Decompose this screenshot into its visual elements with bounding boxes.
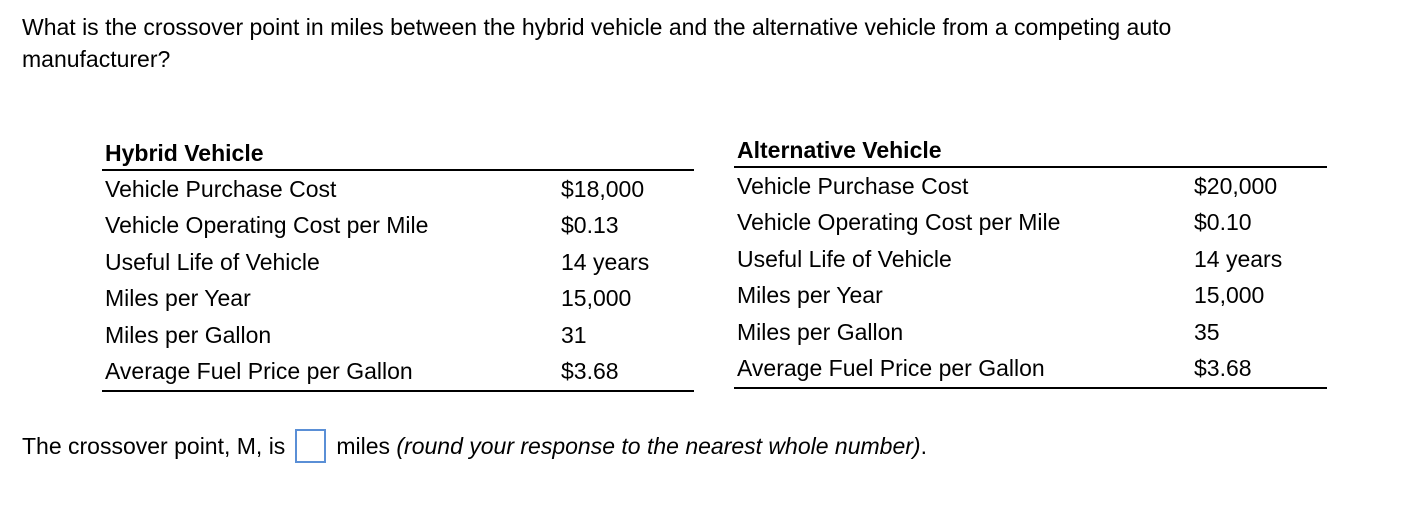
row-label: Useful Life of Vehicle — [105, 248, 320, 275]
row-value: 15,000 — [1194, 282, 1265, 309]
row-value: $20,000 — [1194, 172, 1278, 199]
row-label: Average Fuel Price per Gallon — [102, 354, 558, 392]
table-row — [734, 314, 1327, 351]
row-label: Useful Life of Vehicle — [737, 245, 952, 272]
row-value: $0.10 — [1194, 209, 1252, 236]
answer-instruction: (round your response to the nearest whole number) — [396, 433, 921, 459]
hybrid-vehicle-table — [102, 137, 694, 392]
answer-suffix: . — [920, 433, 927, 459]
table-row — [102, 208, 694, 245]
table-row — [734, 167, 1327, 205]
row-label: Miles per Year — [737, 282, 883, 309]
answer-line — [22, 428, 927, 464]
row-label: Vehicle Operating Cost per Mile — [105, 212, 429, 239]
row-label: Miles per Year — [105, 285, 251, 312]
row-value: $18,000 — [561, 175, 645, 202]
alternative-table-title: Alternative Vehicle — [734, 134, 1327, 167]
row-value: 15,000 — [561, 285, 632, 312]
row-label: Miles per Gallon — [737, 318, 904, 345]
row-label: Miles per Gallon — [105, 321, 272, 348]
row-label: Average Fuel Price per Gallon — [734, 351, 1191, 389]
table-row — [102, 170, 694, 208]
table-row — [102, 354, 694, 392]
row-label: Vehicle Purchase Cost — [105, 175, 337, 202]
table-row — [734, 241, 1327, 278]
table-row — [102, 244, 694, 281]
table-row — [734, 205, 1327, 242]
row-value: $3.68 — [558, 354, 694, 392]
row-value: 31 — [561, 321, 587, 348]
alternative-vehicle-table — [734, 134, 1327, 389]
table-row — [102, 317, 694, 354]
row-value: $3.68 — [1191, 351, 1327, 389]
row-label: Vehicle Operating Cost per Mile — [737, 209, 1061, 236]
row-value: $0.13 — [561, 212, 619, 239]
hybrid-table-title: Hybrid Vehicle — [102, 137, 694, 170]
table-row — [102, 281, 694, 318]
table-row — [734, 351, 1327, 389]
row-label: Vehicle Purchase Cost — [737, 172, 969, 199]
answer-prefix: The crossover point, M, is — [22, 433, 286, 459]
row-value: 14 years — [1194, 245, 1283, 272]
row-value: 14 years — [561, 248, 650, 275]
row-value: 35 — [1194, 318, 1220, 345]
question-text: What is the crossover point in miles between the hybrid vehicle and the alternative vehicle from a competing auto manufacturer? — [22, 14, 1172, 72]
table-row — [734, 278, 1327, 315]
crossover-answer-input[interactable] — [295, 429, 326, 463]
answer-unit: miles — [336, 433, 390, 459]
